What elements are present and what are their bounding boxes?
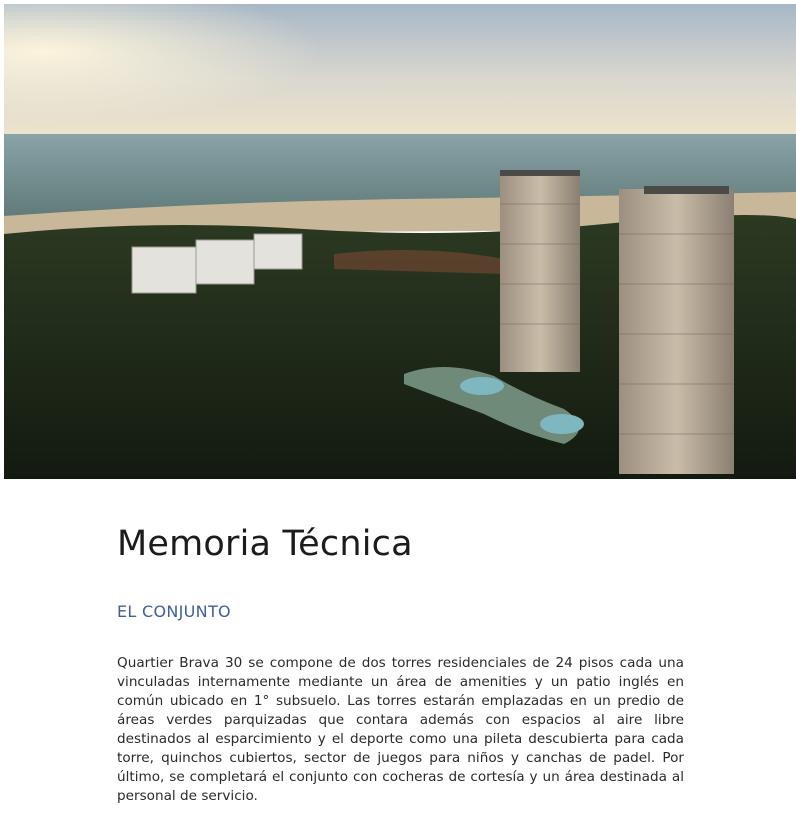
section-heading: EL CONJUNTO [117,602,231,621]
page-title: Memoria Técnica [117,524,413,564]
hero-rendering-image [4,4,796,479]
body-paragraph: Quartier Brava 30 se compone de dos torres residenciales de 24 pisos cada una vinculadas internamente mediante un área de amenities y un patio inglés en común ubicado en 1° subsuelo. Las torres estarán emplazadas en un predio de áreas verdes parquizadas que contara además con espacios al aire libre destinados al esparcimiento y el deporte como una pileta descubierta para cada torre, quinchos cubiertos, sector de juegos para niños y canchas de padel. Por último, se completará el conjunto con cocheras de cortesía y un área destinada al personal de servicio. [117,655,684,804]
